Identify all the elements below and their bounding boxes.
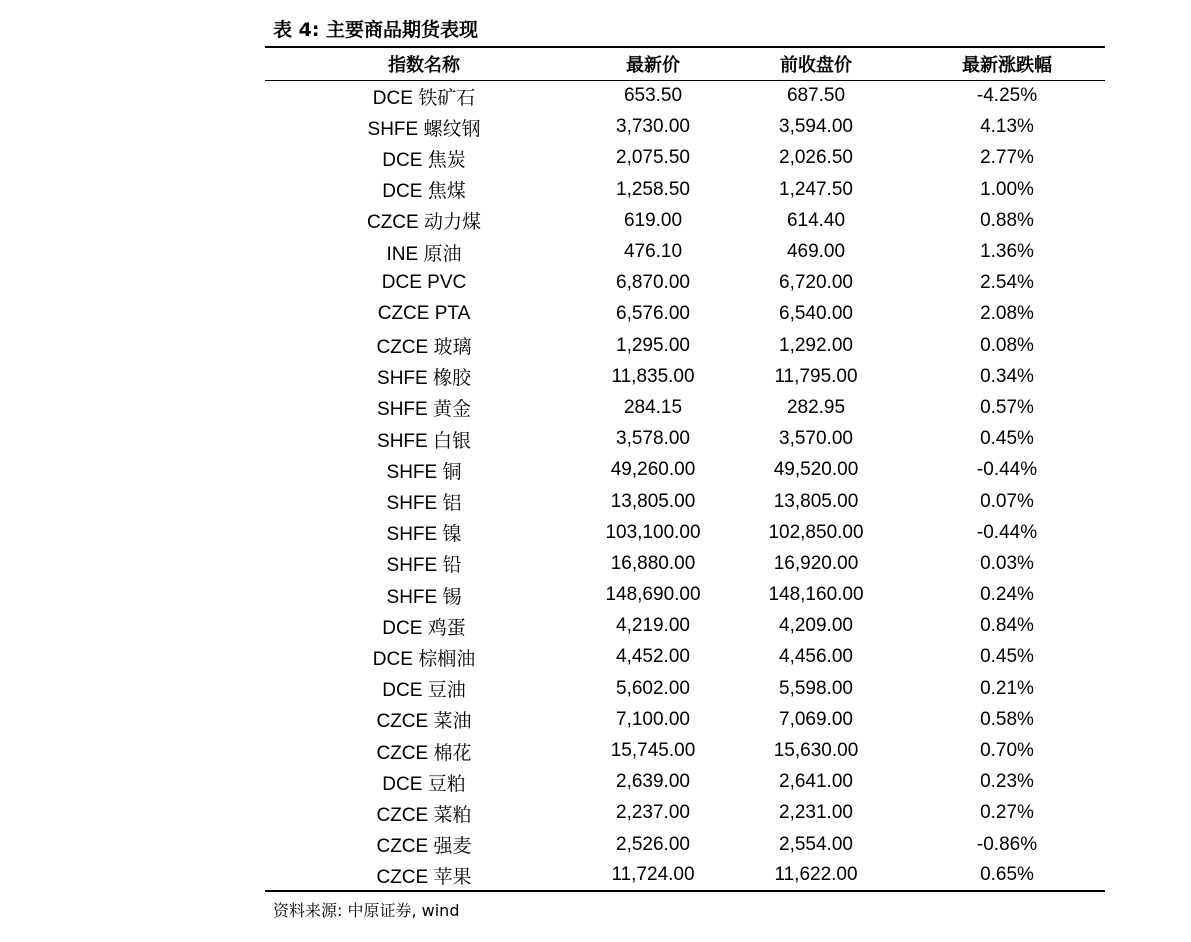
cell-latest-change: 0.45%	[980, 428, 1034, 450]
cell-index-name: INE 原油	[386, 243, 462, 265]
cell-latest-price: 15,745.00	[610, 740, 696, 762]
table-row	[265, 829, 1105, 860]
cell-latest-change: 1.00%	[980, 178, 1034, 200]
table-row	[265, 361, 1105, 392]
cell-latest-price: 2,639.00	[616, 771, 690, 793]
cell-latest-price: 2,075.50	[616, 147, 690, 169]
header-row	[265, 47, 1105, 81]
cell-latest-change: 0.65%	[980, 864, 1034, 886]
table-caption: 表 4: 主要商品期货表现	[273, 19, 479, 41]
table-row	[265, 642, 1105, 673]
table-row	[265, 112, 1105, 143]
cell-previous-close: 1,292.00	[779, 334, 853, 356]
table-row	[265, 236, 1105, 267]
cell-index-name: DCE PVC	[381, 272, 467, 294]
cell-latest-change: -0.44%	[976, 459, 1038, 481]
cell-latest-price: 1,258.50	[616, 178, 690, 200]
cell-previous-close: 6,720.00	[779, 272, 853, 294]
cell-index-name: DCE 铁矿石	[372, 87, 476, 109]
table-row	[265, 548, 1105, 579]
cell-latest-price: 653.50	[623, 85, 683, 107]
cell-previous-close: 102,850.00	[768, 521, 864, 543]
cell-previous-close: 2,026.50	[779, 147, 853, 169]
cell-previous-close: 11,622.00	[774, 864, 858, 886]
table-row	[265, 392, 1105, 423]
cell-previous-close: 11,795.00	[774, 365, 858, 387]
cell-previous-close: 2,231.00	[779, 802, 853, 824]
cell-previous-close: 1,247.50	[779, 178, 853, 200]
header-index-name: 指数名称	[388, 55, 460, 76]
cell-latest-price: 5,602.00	[616, 677, 690, 699]
cell-index-name: SHFE 铅	[386, 555, 462, 577]
cell-previous-close: 15,630.00	[773, 740, 859, 762]
cell-latest-change: 0.08%	[980, 334, 1034, 356]
cell-index-name: CZCE 玻璃	[376, 337, 472, 359]
table-row	[265, 205, 1105, 236]
table-row	[265, 486, 1105, 517]
header-previous-close: 前收盘价	[780, 55, 852, 76]
cell-latest-price: 4,452.00	[616, 646, 690, 668]
cell-previous-close: 614.40	[786, 209, 846, 231]
cell-latest-change: 0.03%	[980, 552, 1034, 574]
cell-previous-close: 4,456.00	[779, 646, 853, 668]
cell-latest-change: 4.13%	[980, 116, 1034, 138]
cell-latest-price: 11,724.00	[611, 864, 695, 886]
cell-index-name: SHFE 橡胶	[377, 368, 471, 390]
cell-index-name: CZCE 动力煤	[366, 212, 481, 234]
cell-index-name: SHFE 铝	[386, 493, 462, 515]
source-note: 资料来源: 中原证券, wind	[273, 901, 460, 920]
cell-latest-change: 0.34%	[980, 365, 1034, 387]
cell-previous-close: 282.95	[786, 396, 846, 418]
cell-index-name: SHFE 镍	[386, 524, 462, 546]
cell-previous-close: 148,160.00	[768, 584, 864, 606]
cell-latest-change: 0.23%	[980, 771, 1034, 793]
cell-latest-price: 619.00	[623, 209, 683, 231]
cell-index-name: DCE 焦炭	[382, 149, 466, 171]
cell-latest-price: 11,835.00	[611, 365, 695, 387]
cell-latest-change: 0.88%	[980, 209, 1034, 231]
cell-index-name: SHFE 黄金	[377, 399, 471, 421]
cell-index-name: CZCE 菜油	[376, 711, 472, 733]
cell-latest-change: -0.86%	[976, 833, 1038, 855]
cell-previous-close: 5,598.00	[779, 677, 853, 699]
table-row	[265, 735, 1105, 766]
table-row	[265, 143, 1105, 174]
cell-index-name: CZCE 强麦	[376, 836, 472, 858]
cell-latest-price: 6,870.00	[616, 272, 690, 294]
table-row	[265, 424, 1105, 455]
table-row	[265, 174, 1105, 205]
table-row	[265, 860, 1105, 891]
table-body	[265, 81, 1105, 892]
cell-previous-close: 7,069.00	[779, 708, 853, 730]
table-row	[265, 704, 1105, 735]
cell-latest-change: 0.58%	[980, 708, 1034, 730]
cell-index-name: SHFE 铜	[386, 461, 462, 483]
table-row	[265, 611, 1105, 642]
cell-previous-close: 469.00	[786, 241, 846, 263]
commodity-futures-table-container	[265, 46, 1105, 892]
cell-latest-change: 0.27%	[980, 802, 1034, 824]
cell-index-name: DCE 鸡蛋	[382, 617, 466, 639]
cell-latest-price: 3,578.00	[616, 428, 690, 450]
cell-latest-price: 476.10	[623, 241, 683, 263]
cell-previous-close: 3,594.00	[779, 116, 853, 138]
cell-latest-price: 13,805.00	[610, 490, 696, 512]
cell-previous-close: 2,554.00	[779, 833, 853, 855]
cell-previous-close: 13,805.00	[773, 490, 859, 512]
cell-latest-change: 0.24%	[980, 584, 1034, 606]
cell-latest-change: 0.70%	[980, 740, 1034, 762]
cell-previous-close: 3,570.00	[779, 428, 853, 450]
cell-latest-price: 4,219.00	[616, 615, 690, 637]
table-row	[265, 798, 1105, 829]
table-row	[265, 580, 1105, 611]
cell-latest-change: 2.77%	[980, 147, 1034, 169]
cell-latest-price: 16,880.00	[610, 552, 696, 574]
cell-previous-close: 687.50	[786, 85, 846, 107]
cell-latest-change: 1.36%	[980, 241, 1034, 263]
cell-latest-change: 0.07%	[980, 490, 1034, 512]
cell-latest-change: 2.54%	[980, 272, 1034, 294]
cell-latest-change: 0.21%	[980, 677, 1034, 699]
cell-index-name: SHFE 白银	[377, 430, 471, 452]
cell-index-name: CZCE 苹果	[376, 866, 472, 888]
cell-index-name: CZCE PTA	[377, 303, 471, 325]
cell-latest-price: 3,730.00	[616, 116, 690, 138]
commodity-futures-table	[265, 46, 1105, 892]
table-row	[265, 268, 1105, 299]
cell-latest-price: 2,526.00	[616, 833, 690, 855]
cell-previous-close: 6,540.00	[779, 303, 853, 325]
header-latest-change: 最新涨跌幅	[962, 55, 1052, 76]
table-header	[265, 47, 1105, 81]
cell-latest-change: 0.84%	[980, 615, 1034, 637]
header-latest-price: 最新价	[626, 55, 680, 76]
cell-previous-close: 2,641.00	[779, 771, 853, 793]
cell-index-name: DCE 豆油	[382, 680, 466, 702]
table-row	[265, 767, 1105, 798]
cell-previous-close: 4,209.00	[779, 615, 853, 637]
cell-index-name: DCE 棕榈油	[372, 648, 476, 670]
cell-latest-change: 0.57%	[980, 396, 1034, 418]
cell-latest-change: 2.08%	[980, 303, 1034, 325]
cell-latest-price: 284.15	[623, 396, 683, 418]
cell-latest-price: 103,100.00	[605, 521, 701, 543]
cell-index-name: CZCE 菜粕	[376, 804, 472, 826]
table-row	[265, 299, 1105, 330]
cell-index-name: CZCE 棉花	[376, 742, 472, 764]
table-row	[265, 81, 1105, 112]
cell-latest-price: 1,295.00	[616, 334, 690, 356]
cell-latest-change: -0.44%	[976, 521, 1038, 543]
cell-latest-change: -4.25%	[976, 85, 1038, 107]
cell-previous-close: 16,920.00	[773, 552, 859, 574]
cell-index-name: SHFE 锡	[386, 586, 462, 608]
table-row	[265, 517, 1105, 548]
cell-latest-price: 49,260.00	[610, 459, 696, 481]
table-row	[265, 455, 1105, 486]
cell-index-name: DCE 豆粕	[382, 773, 466, 795]
cell-latest-price: 148,690.00	[605, 584, 701, 606]
table-row	[265, 330, 1105, 361]
table-row	[265, 673, 1105, 704]
cell-index-name: SHFE 螺纹钢	[367, 118, 481, 140]
cell-previous-close: 49,520.00	[773, 459, 859, 481]
cell-latest-change: 0.45%	[980, 646, 1034, 668]
cell-latest-price: 2,237.00	[616, 802, 690, 824]
cell-index-name: DCE 焦煤	[382, 181, 466, 203]
cell-latest-price: 7,100.00	[616, 708, 690, 730]
cell-latest-price: 6,576.00	[616, 303, 690, 325]
